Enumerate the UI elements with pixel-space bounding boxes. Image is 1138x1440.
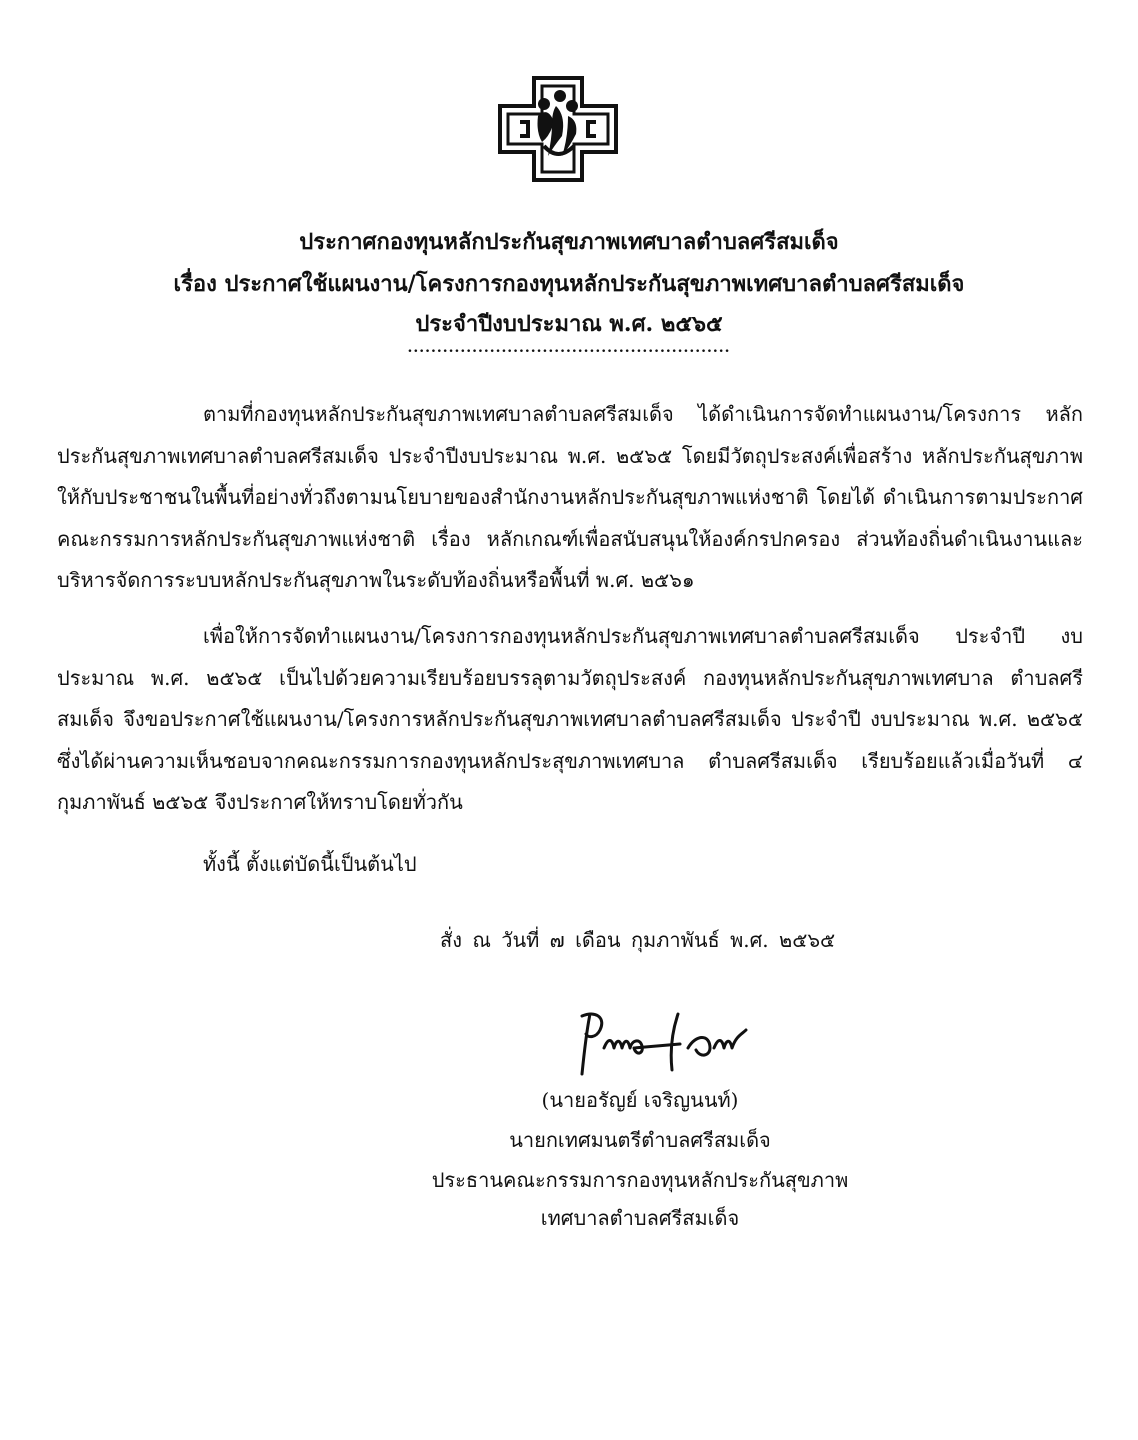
order-date-line: สั่ง ณ วันที่ ๗ เดือน กุมภาพันธ์ พ.ศ. ๒๕๖๕ — [440, 928, 836, 952]
body-paragraph-2: เพื่อให้การจัดทำแผนงาน/โครงการกองทุนหลักประกันสุขภาพเทศบาลตำบลศรีสมเด็จ ประจำปี งบประมาณ พ.ศ. ๒๕๖๕ เป็นไปด้วยความเรียบร้อยบรรลุตามวัตถุประสงค์ กองทุนหลักประกันสุขภาพเทศบาล ตำบลศรีสมเด็จ จึงขอประกาศใช้แผนงาน/โครงการหลักประกันสุขภาพเทศบาลตำบลศรีสมเด็จ ประจำปี งบประมาณ พ.ศ. ๒๕๖๕ ซึ่งได้ผ่านความเห็นชอบจากคณะกรรมการกองทุนหลักประสุขภาพเทศบาล ตำบลศรีสมเด็จ เรียบร้อยแล้วเมื่อวันที่ ๔ กุมภาพันธ์ ๒๕๖๕ จึงประกาศให้ทราบโดยทั่วกัน — [57, 624, 1083, 814]
signatory-name: (นายอรัญย์ เจริญนนท์) — [541, 1088, 739, 1112]
cross-emblem-icon — [498, 76, 618, 182]
dotted-separator: ....................................................... — [407, 340, 731, 356]
announcement-title: ประกาศกองทุนหลักประกันสุขภาพเทศบาลตำบลศรีสมเด็จ — [299, 229, 839, 255]
closing-statement: ทั้งนี้ ตั้งแต่บัดนี้เป็นต้นไป — [203, 852, 417, 876]
signatory-role: ประธานคณะกรรมการกองทุนหลักประกันสุขภาพ — [431, 1168, 849, 1192]
fiscal-year-line: ประจำปีงบประมาณ พ.ศ. ๒๕๖๕ — [415, 311, 723, 337]
signatory-organization: เทศบาลตำบลศรีสมเด็จ — [540, 1206, 740, 1230]
announcement-subject: เรื่อง ประกาศใช้แผนงาน/โครงการกองทุนหลักประกันสุขภาพเทศบาลตำบลศรีสมเด็จ — [173, 271, 965, 297]
body-paragraph-1: ตามที่กองทุนหลักประกันสุขภาพเทศบาลตำบลศรีสมเด็จ ได้ดำเนินการจัดทำแผนงาน/โครงการ หลักประกันสุขภาพเทศบาลตำบลศรีสมเด็จ ประจำปีงบประมาณ พ.ศ. ๒๕๖๕ โดยมีวัตถุประสงค์เพื่อสร้าง หลักประกันสุขภาพให้กับประชาชนในพื้นที่อย่างทั่วถึงตามนโยบายของสำนักงานหลักประกันสุขภาพแห่งชาติ โดยได้ ดำเนินการตามประกาศคณะกรรมการหลักประกันสุขภาพแห่งชาติ เรื่อง หลักเกณฑ์เพื่อสนับสนุนให้องค์กรปกครอง ส่วนท้องถิ่นดำเนินงานและบริหารจัดการระบบหลักประกันสุขภาพในระดับท้องถิ่นหรือพื้นที่ พ.ศ. ๒๕๖๑ — [57, 402, 1083, 592]
signatory-title: นายกเทศมนตรีตำบลศรีสมเด็จ — [509, 1128, 771, 1152]
handwritten-signature — [560, 1004, 780, 1084]
